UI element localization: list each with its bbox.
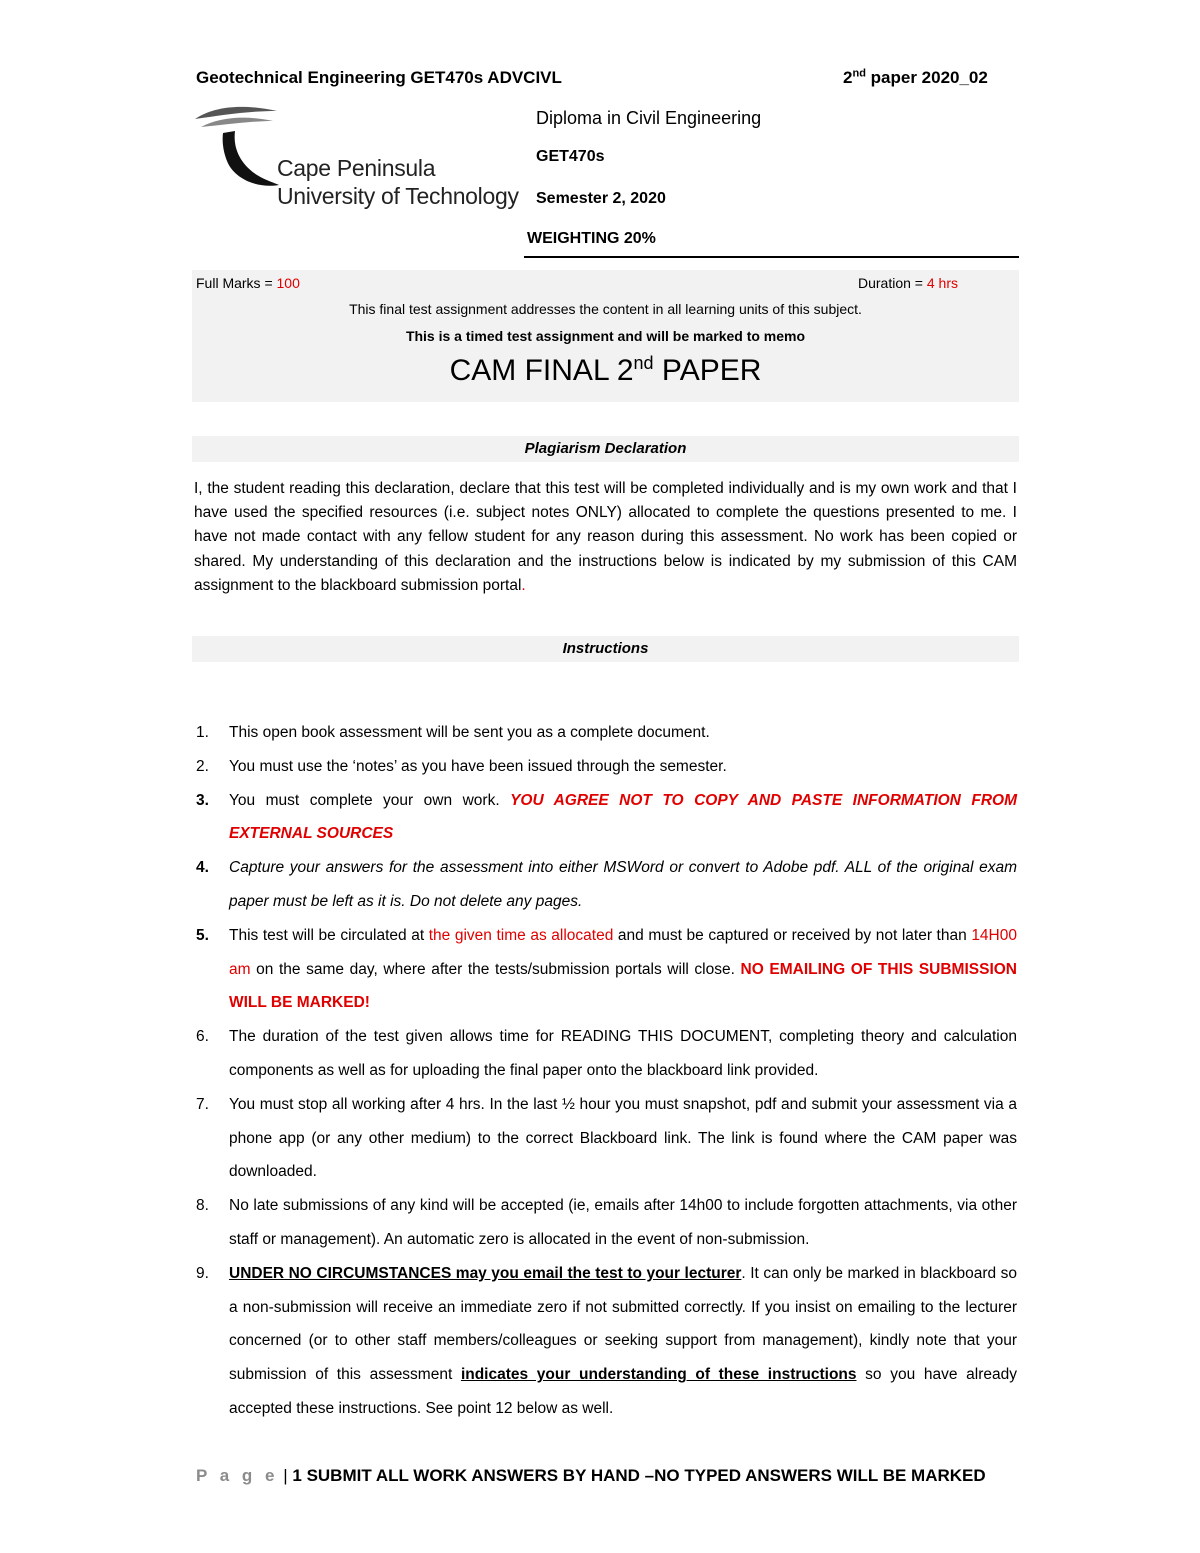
instruction-item bbox=[194, 1088, 1017, 1189]
instruction-text: You must stop all working after 4 hrs. In the last ½ hour you must snapshot, pdf and submit your assessment via a phone app (or any other medium) to the correct Blackboard link. The link is found where the CAM paper was downloaded. bbox=[229, 1095, 1017, 1181]
instruction-item bbox=[194, 1257, 1017, 1426]
paper-title-b: PAPER bbox=[653, 354, 762, 387]
footer-separator: | bbox=[278, 1466, 293, 1485]
instruction-number: 3. bbox=[196, 791, 209, 809]
instruction-number: 9. bbox=[196, 1264, 209, 1282]
instruction-item bbox=[194, 851, 1017, 919]
paper-number-suffix: nd bbox=[852, 67, 866, 80]
cput-logo bbox=[195, 105, 525, 215]
duration-value: 4 hrs bbox=[926, 275, 958, 291]
duration bbox=[858, 275, 958, 291]
instruction-highlight: the given time as allocated bbox=[428, 926, 614, 944]
document-header-paper bbox=[843, 68, 988, 88]
logo-line-1: Cape Peninsula bbox=[277, 155, 436, 181]
full-marks bbox=[196, 275, 300, 291]
instruction-item bbox=[194, 750, 1017, 784]
instruction-item bbox=[194, 1189, 1017, 1257]
instruction-text: The duration of the test given allows time for READING THIS DOCUMENT, completing theory and calculation components as well as for uploading the final paper onto the blackboard link provided. bbox=[229, 1028, 1017, 1079]
instruction-text: You must complete your own work. bbox=[229, 791, 511, 809]
footer-page-word: P a g e bbox=[196, 1466, 279, 1485]
instruction-text: You must use the ‘notes’ as you have been issued through the semester. bbox=[229, 757, 727, 775]
instruction-deadline: 14H00 am bbox=[229, 926, 1017, 978]
logo-swoosh-icon bbox=[195, 105, 280, 195]
plagiarism-end: . bbox=[521, 576, 526, 594]
plagiarism-heading: Plagiarism Declaration bbox=[192, 436, 1019, 462]
instruction-number: 2. bbox=[196, 757, 209, 775]
instruction-text: This test will be circulated at bbox=[229, 926, 429, 944]
footer-notice: SUBMIT ALL WORK ANSWERS BY HAND –NO TYPED ANSWERS WILL BE MARKED bbox=[301, 1466, 986, 1485]
paper-title-a: CAM FINAL 2 bbox=[449, 354, 634, 387]
instruction-warning: UNDER NO CIRCUMSTANCES may you email the test to your lecturer bbox=[229, 1264, 742, 1282]
course-code: GET470s bbox=[536, 148, 605, 165]
paper-label: paper 2020_02 bbox=[865, 68, 988, 87]
semester: Semester 2, 2020 bbox=[536, 190, 666, 207]
instruction-text: . It can only be marked in blackboard so a non-submission will receive an immediate zero if not submitted correctly. If you insist on emailing to the lecturer concerned (or to other staff members/colleagues or seeking support from management), kindly note that your submission of this assessment bbox=[229, 1264, 1017, 1384]
instruction-text: on the same day, where after the tests/submission portals will close. bbox=[250, 960, 741, 978]
instruction-warning: NO EMAILING OF THIS SUBMISSION WILL BE MARKED! bbox=[229, 960, 1017, 1012]
logo-line-2: University of Technology bbox=[277, 183, 519, 209]
instruction-text: Capture your answers for the assessment into either MSWord or convert to Adobe pdf. ALL of the original exam paper must be left as it is. Do not delete any pages. bbox=[229, 859, 1017, 910]
header-rule bbox=[524, 256, 1019, 258]
instructions-list bbox=[194, 716, 1017, 1426]
plagiarism-text bbox=[194, 477, 1017, 598]
duration-label: Duration = bbox=[858, 275, 927, 291]
page-footer bbox=[196, 1466, 986, 1486]
paper-title bbox=[192, 354, 1019, 388]
instruction-number: 6. bbox=[196, 1028, 209, 1046]
paper-number: 2 bbox=[843, 68, 853, 87]
instruction-item bbox=[194, 784, 1017, 852]
instruction-item bbox=[194, 919, 1017, 1020]
instruction-item bbox=[194, 1020, 1017, 1088]
instruction-text: so you have already accepted these instructions. See point 12 below as well. bbox=[229, 1366, 1017, 1417]
document-header-title: Geotechnical Engineering GET470s ADVCIVL bbox=[196, 68, 562, 87]
full-marks-value: 100 bbox=[276, 275, 300, 291]
diploma-title: Diploma in Civil Engineering bbox=[536, 108, 762, 128]
instruction-warning: YOU AGREE NOT TO COPY AND PASTE INFORMATION FROM EXTERNAL SOURCES bbox=[229, 791, 1017, 843]
paper-title-sup: nd bbox=[633, 353, 654, 373]
assignment-scope: This final test assignment addresses the content in all learning units of this subject. bbox=[349, 301, 862, 317]
instruction-text: No late submissions of any kind will be accepted (ie, emails after 14h00 to include forgotten attachments, via other staff or management). An automatic zero is allocated in the event of non-submission. bbox=[229, 1197, 1017, 1248]
instruction-number: 1. bbox=[196, 724, 209, 741]
instruction-text: This open book assessment will be sent you as a complete document. bbox=[229, 724, 710, 741]
instruction-item bbox=[194, 716, 1017, 750]
instruction-number: 8. bbox=[196, 1197, 209, 1215]
weighting: WEIGHTING 20% bbox=[527, 230, 656, 247]
instruction-text: and must be captured or received by not later than bbox=[613, 926, 972, 944]
instruction-number: 5. bbox=[196, 926, 209, 944]
instruction-number: 4. bbox=[196, 859, 209, 877]
instruction-number: 7. bbox=[196, 1095, 209, 1113]
timed-notice: This is a timed test assignment and will be marked to memo bbox=[405, 328, 806, 344]
instruction-emphasis: indicates your understanding of these instructions bbox=[460, 1366, 857, 1384]
footer-page-number: 1 bbox=[292, 1466, 302, 1485]
full-marks-label: Full Marks = bbox=[196, 275, 277, 291]
exam-info-box bbox=[192, 270, 1019, 402]
instructions-heading: Instructions bbox=[192, 636, 1019, 662]
plagiarism-body: I, the student reading this declaration, declare that this test will be completed individually and is my own work and that I have used the specified resources (i.e. subject notes ONLY) allocated to complete the questions presented to me. I have not made contact with any fellow student for any reason during this assessment. No work has been copied or shared. My understanding of this declaration and the instructions below is indicated by my submission of this CAM assignment to the blackboard submission portal bbox=[194, 480, 1017, 594]
